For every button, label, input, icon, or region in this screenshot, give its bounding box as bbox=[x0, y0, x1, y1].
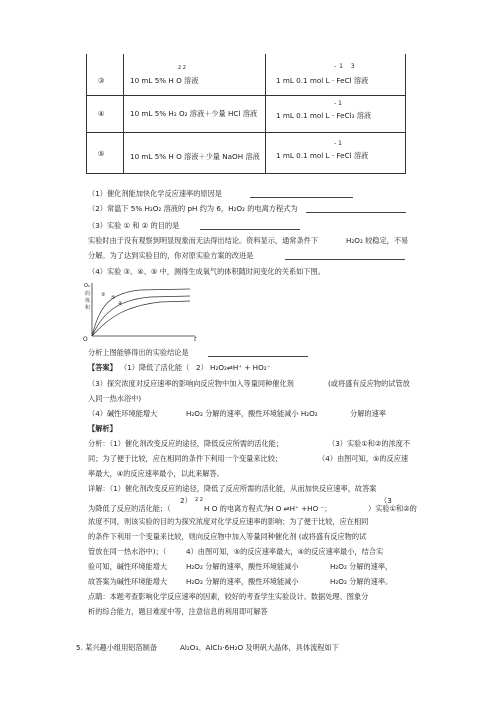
detail-line: 为降低了反应的活化能；（ bbox=[88, 504, 171, 513]
detail-line: H₂O₂ 分解的速率， bbox=[330, 562, 393, 571]
detail-line: 的条件下利用一个变量来比较，则向反应物中加入等量同种催化剂 (或将盛有反应物的试 bbox=[88, 532, 367, 541]
detail-line: H₂O₂ 分解的速率，酸性环境能减小 bbox=[186, 577, 299, 586]
reagent-left: 10 mL 5% H O 溶液 bbox=[130, 76, 199, 85]
question-1: （1）催化剂能加快化学反应速率的原因是 bbox=[88, 189, 222, 198]
detail-fragment: 2 2 bbox=[195, 497, 203, 503]
answer-1: （1）降低了活化能（ bbox=[120, 363, 190, 372]
summary-line: 析的综合能力，题目难度中等，注意信息的利用即可解答 bbox=[88, 607, 268, 616]
answer-4c: 分解的速率 bbox=[350, 409, 386, 418]
reagent-right: 1 mL 0.1 mol L · FeCl₃ 溶液 bbox=[276, 111, 372, 120]
ylabel-line: 的 bbox=[85, 291, 91, 297]
question-5-chem: Al₂O₃、AlCl₃·6H₂O 及明矾大晶体，具体流程如下 bbox=[180, 643, 339, 652]
summary-line: 点睛：本题考查影响化学反应速率的因素，较好的考查学生实验设计、数据处理、图象分 bbox=[88, 592, 369, 601]
detail-fragment: 2） bbox=[180, 496, 192, 505]
row-number: ⑤ bbox=[98, 149, 105, 158]
curve-4 bbox=[92, 301, 190, 336]
detail-fragment: H O ⇌H⁺ +HO ⁻； bbox=[268, 504, 332, 513]
detail-line: 管放在同一热水浴中)；（ bbox=[88, 547, 167, 556]
question-3-note: 实验时由于没有观察到明显现象而无法得出结论。资料显示，通常条件下 bbox=[88, 236, 319, 245]
reagent-right: 1 mL 0.1 mol L · FeCl 溶液 bbox=[276, 151, 369, 160]
question-4: （4）实验 ③、④、⑤ 中，测得生成氧气的体积随时间变化的关系如下图。 bbox=[88, 267, 325, 276]
superscript-marks: -1 3 bbox=[334, 63, 358, 70]
question-3-note-3: 分解。为了达到实验目的，你对原实验方案的改进是 bbox=[88, 251, 254, 260]
answer-2: 2） H₂O₂⇌H⁺ + HO₂⁻ bbox=[196, 363, 271, 372]
answer-4: （4）碱性环境能增大 bbox=[88, 409, 158, 418]
row-number: ③ bbox=[98, 76, 105, 85]
subscript-marks: 2 2 bbox=[178, 65, 186, 71]
question-5-text: 5. 某兴趣小组用铝箔制备 bbox=[76, 643, 158, 652]
answer-heading: 【答案】 bbox=[88, 363, 117, 372]
answer-3c: 入同一热水浴中) bbox=[88, 394, 142, 403]
graph-origin: O bbox=[83, 336, 88, 343]
ylabel-line: O₂ bbox=[84, 283, 90, 289]
analysis-heading: 【解析】 bbox=[88, 424, 117, 433]
answer-3: （3）探究浓度对反应速率的影响向反应物中加入等量同种催化剂 bbox=[88, 379, 294, 388]
reagent-right: 1 mL 0.1 mol L · FeCl 溶液 bbox=[276, 76, 369, 85]
superscript-marks: - 1 bbox=[334, 100, 342, 107]
detail-line: H₂O₂ 分解的速率，酸性环境能减小 bbox=[186, 562, 299, 571]
curve-label: ③ bbox=[101, 292, 106, 298]
curve-label: ④ bbox=[118, 301, 123, 307]
question-3: （3）实验 ① 和 ② 的目的是 bbox=[88, 221, 180, 230]
reagent-left: 10 mL 5% H₂ O₂ 溶液＋少量 HCl 溶液 bbox=[130, 109, 258, 118]
detail-line: 详解：（1）催化剂改变反应的途径，降低了反应所需的活化能，从而加快反应速率，故答案 bbox=[88, 484, 377, 493]
detail-fragment: （3 bbox=[380, 496, 392, 505]
curve-label: ⑤ bbox=[111, 295, 116, 301]
question-4-conclusion: 分析上图能够得出的实验结论是 bbox=[88, 348, 189, 357]
reagent-left: 10 mL 5% H O 溶液＋少量 NaOH 溶液 bbox=[130, 152, 260, 161]
answer-3b: (或将盛有反应物的试管放 bbox=[328, 379, 410, 388]
ylabel-line: 积 bbox=[85, 305, 91, 311]
superscript-marks: - 1 bbox=[334, 140, 342, 147]
graph-xlabel: t bbox=[194, 336, 197, 343]
question-3-note-2: H₂O₂ 较稳定，不易 bbox=[346, 236, 409, 245]
question-2: （2）常温下 5% H₂O₂ 溶液的 pH 约为 6，H₂O₂ 的电离方程式为 bbox=[88, 204, 298, 213]
detail-line: 验可知，碱性环境能增大 bbox=[88, 562, 168, 571]
analysis-line: 同；为了便于比较，应在相同的条件下利用一个变量来比较； bbox=[88, 454, 283, 463]
analysis-line: （3）实验①和②的浓度不 bbox=[328, 439, 411, 448]
detail-fragment: H O 的电离方程式为 bbox=[204, 504, 270, 513]
curve-3 bbox=[92, 296, 190, 336]
analysis-line: 分析：（1）催化剂改变反应的途径，降低反应所需的活化能； bbox=[88, 439, 284, 448]
detail-line: H₂O₂ 分解的速率。 bbox=[330, 577, 393, 586]
analysis-line: 率最大，④的反应速率最小，以此来解答。 bbox=[88, 469, 224, 478]
detail-line: 4）由图可知，⑤的反应速率最大，④的反应速率最小，结合实 bbox=[186, 547, 384, 556]
ylabel-line: 体 bbox=[85, 298, 91, 304]
row-number: ④ bbox=[98, 109, 105, 118]
answer-4b: H₂O₂ 分解的速率，酸性环境能减小 H₂O₂ bbox=[186, 409, 318, 418]
analysis-line: （4）由图可知，⑤的反应速 bbox=[318, 454, 409, 463]
detail-line: 故答案为碱性环境能增大 bbox=[88, 577, 168, 586]
detail-line: 浓度不同，则该实验的目的为探究浓度对化学反应速率的影响；为了便于比较，应在相同 bbox=[88, 517, 369, 526]
detail-fragment: ）实验①和②的 bbox=[368, 504, 417, 513]
